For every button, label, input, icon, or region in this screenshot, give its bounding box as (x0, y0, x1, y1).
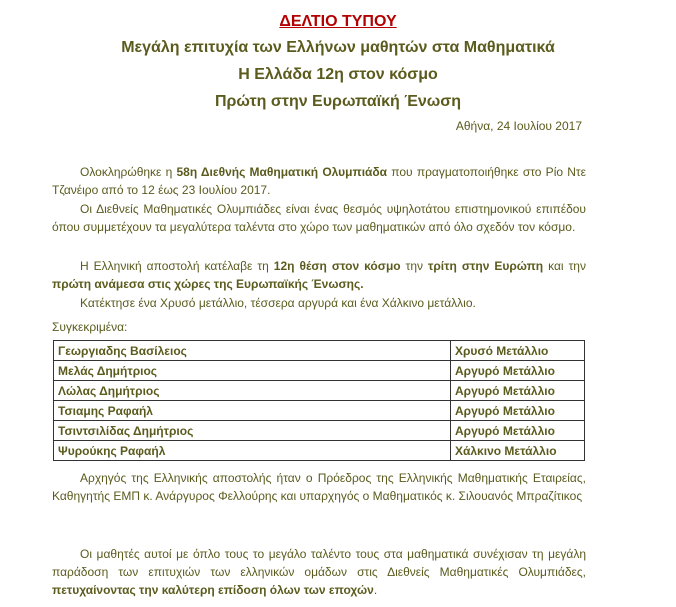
p1-text-c: που πραγματοποιήθηκε στο Ρίο Ντε Τζανέιρο από το 12 έως 23 Ιουλίου 2017. (52, 165, 586, 197)
medal-type: Αργυρό Μετάλλιο (451, 421, 585, 441)
headline-2: Η Ελλάδα 12η στον κόσμο (238, 66, 438, 83)
paragraph-specifically: Συγκεκριμένα: (52, 320, 128, 334)
p3-bold-eu: πρώτη ανάμεσα στις χώρες της Ευρωπαϊκής Ένωσης (52, 277, 361, 291)
p1-text-a: Ολοκληρώθηκε η (80, 165, 177, 179)
table-row (54, 401, 585, 421)
p3-text-a: Η Ελληνική αποστολή κατέλαβε τη (80, 259, 274, 273)
student-name: Λώλας Δημήτριος (54, 381, 451, 401)
paragraph-conclusion (52, 545, 586, 599)
medal-type: Χρυσό Μετάλλιο (451, 341, 585, 361)
table-row (54, 381, 585, 401)
press-release-title: ΔΕΛΤΙΟ ΤΥΠΟΥ (279, 13, 397, 30)
paragraph-institution: Οι Διεθνείς Μαθηματικές Ολυμπιάδες είναι ένας θεσμός υψηλοτάτου επιστημονικού επιπέδου όπου συμμετέχουν τα μεγαλύτερα ταλέντα στο χώρο των μαθηματικών από όλο σχεδόν τον κόσμο. (52, 202, 586, 234)
p3-period: . (360, 277, 364, 291)
medal-table (53, 340, 585, 461)
student-name: Μελάς Δημήτριος (54, 361, 451, 381)
p3-bold-rank: 12η θέση στον κόσμο (273, 259, 401, 273)
table-row (54, 341, 585, 361)
medal-type: Αργυρό Μετάλλιο (451, 401, 585, 421)
p7-text-a: Οι μαθητές αυτοί με όπλο τους το μεγάλο ταλέντο τους στα μαθηματικά συνέχισαν τη μεγάλη παράδοση των επιτυχιών των ελληνικών ομάδων στις Διεθνείς Μαθηματικές Ολυμπιάδες, (52, 547, 586, 579)
medal-type: Χάλκινο Μετάλλιο (451, 441, 585, 461)
p7-period: . (373, 583, 378, 597)
student-name: Τσιντσιλίδας Δημήτριος (54, 421, 451, 441)
paragraph-medals-summary: Κατέκτησε ένα Χρυσό μετάλλιο, τέσσερα αργυρά και ένα Χάλκινο μετάλλιο. (80, 296, 476, 310)
p3-text-e: και την (543, 259, 586, 273)
paragraph-ranking (52, 257, 586, 293)
medal-type: Αργυρό Μετάλλιο (451, 381, 585, 401)
medal-type: Αργυρό Μετάλλιο (451, 361, 585, 381)
student-name: Γεωργιαδης Βασίλειος (54, 341, 451, 361)
p1-bold: 58η Διεθνής Μαθηματική Ολυμπιάδα (176, 165, 388, 179)
student-name: Τσιαμης Ραφαήλ (54, 401, 451, 421)
paragraph-olympiad (52, 163, 586, 199)
table-row (54, 421, 585, 441)
p7-bold: πετυχαίνοντας την καλύτερη επίδοση όλων των εποχών (52, 583, 374, 597)
table-row (54, 441, 585, 461)
table-row (54, 361, 585, 381)
p3-bold-europe: τρίτη στην Ευρώπη (428, 259, 544, 273)
headline-1: Μεγάλη επιτυχία των Ελλήνων μαθητών στα Μαθηματικά (121, 39, 555, 56)
paragraph-leaders: Αρχηγός της Ελληνικής αποστολής ήταν ο Πρόεδρος της Ελληνικής Μαθηματικής Εταιρείας, Καθηγητής ΕΜΠ κ. Ανάργυρος Φελλούρης και υπαρχηγός ο Μαθηματικός κ. Σιλουανός Μπραζίτικος (52, 471, 586, 503)
headline-3: Πρώτη στην Ευρωπαϊκή Ένωση (214, 93, 462, 110)
date-line: Αθήνα, 24 Ιουλίου 2017 (455, 119, 582, 133)
p3-text-c: την (400, 259, 429, 273)
student-name: Ψυρούκης Ραφαήλ (54, 441, 451, 461)
